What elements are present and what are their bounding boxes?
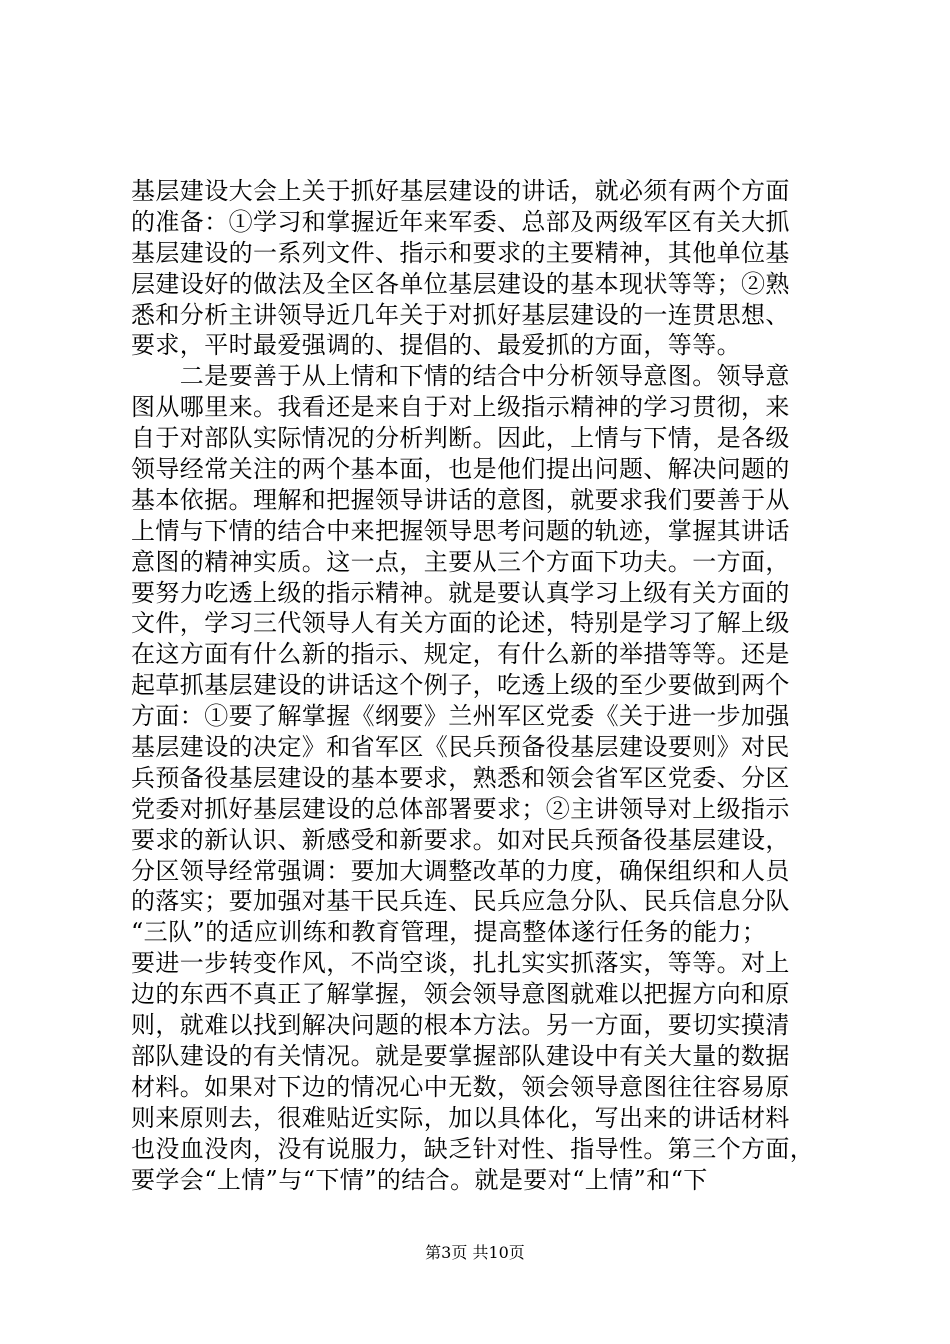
text-line: “三队”的适应训练和教育管理，提高整体遂行任务的能力； [131,918,767,947]
text-line: 分区领导经常强调：要加大调整改革的力度，确保组织和人员 [131,856,790,885]
page-footer: 第3页 共10页 [425,1243,525,1262]
text-line: 层建设好的做法及全区各单位基层建设的基本现状等等；②熟 [131,269,790,298]
text-line: 文件，学习三代领导人有关方面的论述，特别是学习了解上级 [131,609,790,638]
text-line: 上情与下情的结合中来把握领导思考问题的轨迹，掌握其讲话 [131,516,790,545]
text-line: 兵预备役基层建设的基本要求，熟悉和领会省军区党委、分区 [131,763,790,792]
text-line: 基层建设的一系列文件、指示和要求的主要精神，其他单位基 [131,238,790,267]
text-line: 要努力吃透上级的指示精神。就是要认真学习上级有关方面的 [131,578,790,607]
text-line: 在这方面有什么新的指示、规定，有什么新的举措等等。还是 [131,640,790,669]
text-line: 材料。如果对下边的情况心中无数，领会领导意图往往容易原 [131,1072,790,1101]
text-line: 部队建设的有关情况。就是要掌握部队建设中有关大量的数据 [131,1041,790,1070]
text-line: 基本依据。理解和把握领导讲话的意图，就要求我们要善于从 [131,485,790,514]
text-line: 起草抓基层建设的讲话这个例子，吃透上级的至少要做到两个 [131,671,790,700]
text-line: 要进一步转变作风，不尚空谈，扎扎实实抓落实，等等。对上 [131,949,790,978]
text-line: 基层建设大会上关于抓好基层建设的讲话，就必须有两个方面 [131,177,790,205]
text-line: 则来原则去，很难贴近实际，加以具体化，写出来的讲话材料 [131,1103,790,1132]
text-line: 则，就难以找到解决问题的根本方法。另一方面，要切实摸清 [131,1011,790,1040]
text-line: 也没血没肉，没有说服力，缺乏针对性、指导性。第三个方面， [131,1134,815,1163]
text-line: 领导经常关注的两个基本面，也是他们提出问题、解决问题的 [131,455,790,484]
text-line: 的准备：①学习和掌握近年来军委、总部及两级军区有关大抓 [131,207,790,236]
text-line: 基层建设的决定》和省军区《民兵预备役基层建设要则》对民 [131,733,790,762]
text-line: 二是要善于从上情和下情的结合中分析领导意图。领导意 [131,362,790,391]
text-line: 自于对部队实际情况的分析判断。因此，上情与下情，是各级 [131,424,790,453]
text-line: 图从哪里来。我看还是来自于对上级指示精神的学习贯彻，来 [131,393,790,422]
body-text [131,176,831,1195]
text-line: 边的东西不真正了解掌握，领会领导意图就难以把握方向和原 [131,980,790,1009]
text-line: 的落实；要加强对基干民兵连、民兵应急分队、民兵信息分队 [131,887,790,916]
text-line: 要求，平时最爱强调的、提倡的、最爱抓的方面，等等。 [131,331,741,360]
text-line: 方面：①要了解掌握《纲要》兰州军区党委《关于进一步加强 [131,702,790,731]
text-line: 悉和分析主讲领导近几年关于对抓好基层建设的一连贯思想、 [131,300,790,329]
text-line: 意图的精神实质。这一点，主要从三个方面下功夫。一方面， [131,547,790,576]
text-line: 党委对抓好基层建设的总体部署要求；②主讲领导对上级指示 [131,794,790,823]
text-line: 要学会“上情”与“下情”的结合。就是要对“上情”和“下 [131,1165,708,1194]
text-line: 要求的新认识、新感受和新要求。如对民兵预备役基层建设， [131,825,790,854]
